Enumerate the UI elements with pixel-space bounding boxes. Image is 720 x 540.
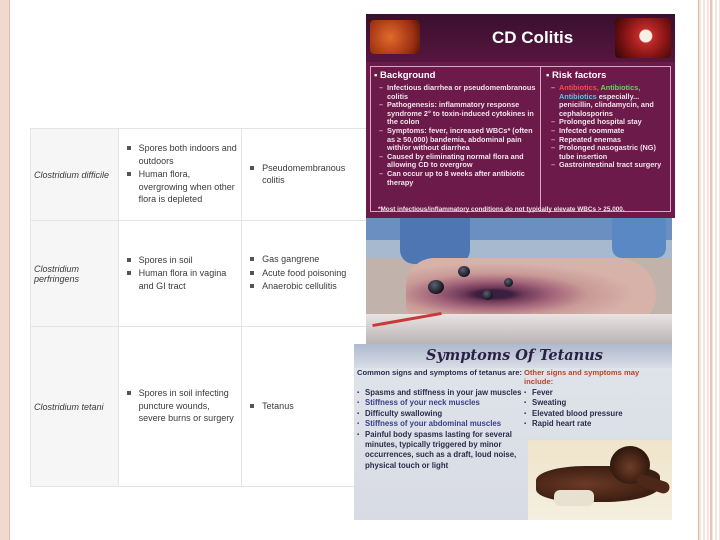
risk-factors-heading: ▪ Risk factors [546,70,606,81]
risk-item-antibiotics [550,84,668,118]
disease-cell [242,327,370,487]
source-cell [118,129,242,221]
common-sign-item: ▪ Stiffness of your neck muscles [357,398,525,408]
disease-item: Pseudomembranous colitis [245,162,366,187]
colitis-divider [540,66,541,212]
other-sign-item: ▪ Rapid heart rate [524,419,666,429]
other-sign-item: ▪ Sweating [524,398,666,408]
bleb [458,266,470,277]
antibiotics-rest: especially... penicillin, clindamycin, and cephalosporins [559,91,654,118]
antibiotics-cyan: Antibiotics [559,91,597,101]
other-sign-item: ▪ Fever [524,388,666,398]
disease-item: Acute food poisoning [245,267,366,280]
background-item: – Caused by eliminating normal flora and allowing CD to overgrow [378,153,538,170]
slide-frame-left [0,0,10,540]
colon-photo-right [615,18,671,58]
other-sign-item: ▪ Elevated blood pressure [524,409,666,419]
clostridium-table [30,128,370,487]
colitis-footnote: *Most infectious/inflammatory conditions do not typically elevate WBCs > 25,000. [378,206,625,213]
antibiotics-green: Antibiotics, [600,83,641,92]
bleb [504,278,513,287]
source-item: Spores in soil infecting puncture wounds, severe burns or surgery [122,387,239,425]
risk-item: – Infected roommate [550,127,668,136]
antibiotics-red: Antibiotics, [559,83,599,92]
disease-item: Tetanus [245,400,366,413]
cloth [554,490,594,506]
risk-factors-list [550,84,668,170]
source-item: Spores both indoors and outdoors [122,142,239,167]
disease-cell [242,129,370,221]
background-list [378,84,538,187]
organism-name: Clostridium perfringens [31,221,119,327]
source-cell [118,221,242,327]
slide-frame-right-stripe [710,0,712,540]
table-row [31,129,370,221]
disease-item: Anaerobic cellulitis [245,280,366,293]
bleb [482,290,493,300]
tetanus-symptoms-image [354,344,672,520]
colitis-title: CD Colitis [492,28,574,47]
organism-name: Clostridium tetani [31,327,119,487]
organism-name: Clostridium difficile [31,129,119,221]
background-item: – Can occur up to 8 weeks after antibiotic therapy [378,170,538,187]
clinician-right [612,218,666,258]
common-signs-list [357,388,525,471]
background-item: – Pathogenesis: inflammatory response syndrome 2° to toxin-induced cytokines in the colon [378,101,538,127]
common-sign-item: ▪ Difficulty swallowing [357,409,525,419]
source-item: Spores in soil [122,254,239,267]
colon-photo-left [370,20,420,54]
tetanus-title: Symptoms Of Tetanus [426,347,603,364]
gas-gangrene-photo [366,218,672,344]
risk-item: – Gastrointestinal tract surgery [550,161,668,170]
background-item: – Symptoms: fever, increased WBCs* (often as ≥ 50,000) bandemia, abdominal pain with/or without diarrhea [378,127,538,153]
common-signs-heading: Common signs and symptoms of tetanus are: [357,368,522,377]
common-sign-item: ▪ Painful body spasms lasting for several minutes, typically triggered by minor occurrences, such as a draft, loud noise, physical touch or light [357,430,525,472]
common-sign-item: ▪ Stiffness of your abdominal muscles [357,419,525,429]
source-item: Human flora, overgrowing when other flora is depleted [122,168,239,206]
background-heading: ▪ Background [374,70,435,81]
source-cell [118,327,242,487]
table-row [31,221,370,327]
background-item: – Infectious diarrhea or pseudomembranous colitis [378,84,538,101]
cd-colitis-image [366,14,675,218]
common-sign-item: ▪ Spasms and stiffness in your jaw muscles [357,388,525,398]
other-signs-list [524,388,666,430]
bleb [428,280,444,294]
risk-item: – Repeated enemas [550,136,668,145]
slide-frame-right [698,0,720,540]
source-item: Human flora in vagina and GI tract [122,267,239,292]
other-signs-heading: Other signs and symptoms may include: [524,368,640,386]
opisthotonus-photo [528,440,672,520]
risk-item: – Prolonged nasogastric (NG) tube insertion [550,144,668,161]
disease-item: Gas gangrene [245,253,366,266]
table-row [31,327,370,487]
disease-cell [242,221,370,327]
risk-item: – Prolonged hospital stay [550,118,668,127]
